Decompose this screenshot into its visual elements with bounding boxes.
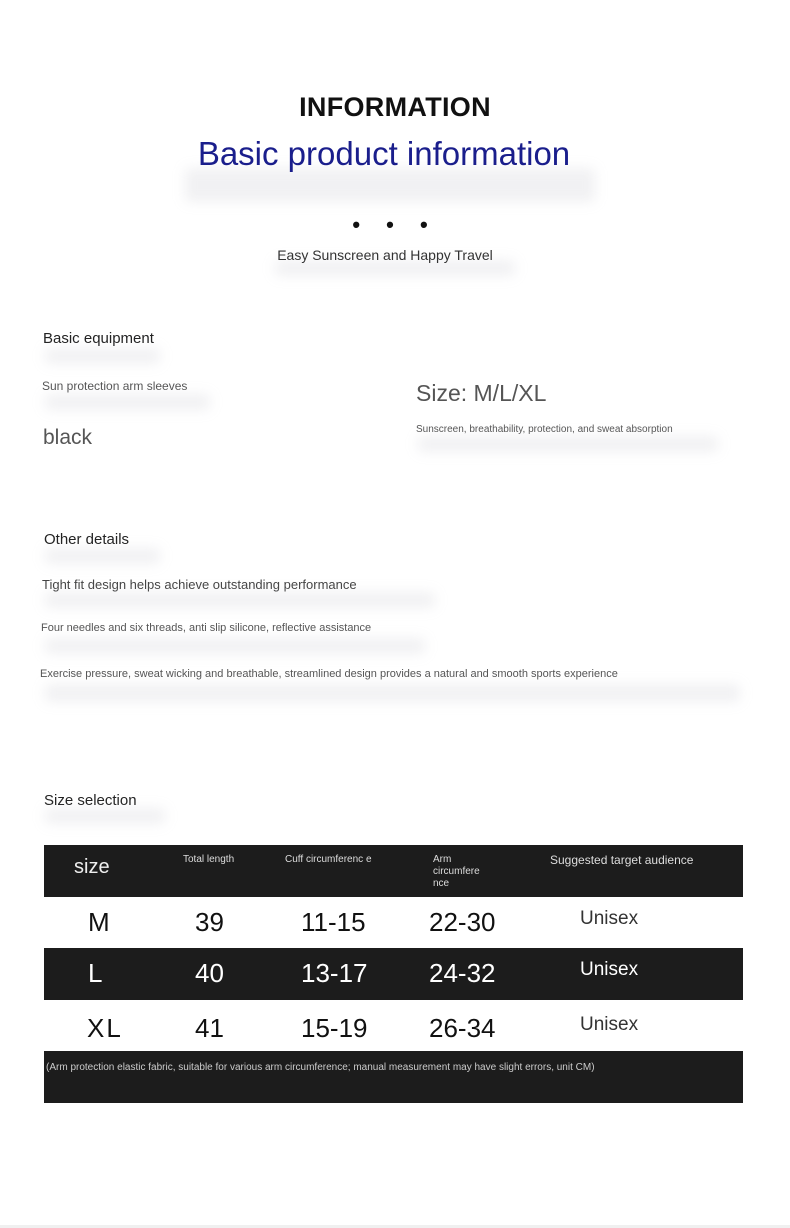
header-audience: Suggested target audience [550,853,694,867]
row-size: M [88,907,110,937]
header-cuff-circumference: Cuff circumferenc e [285,854,372,865]
row-arm: 22-30 [429,907,496,937]
basic-info-title: Basic product information [197,135,571,172]
row-size: L [88,958,103,988]
size-table [44,845,743,1103]
details-heading-reflection [45,548,160,564]
detail-line-1: Tight fit design helps achieve outstanding performance [42,577,357,592]
size-heading-reflection [45,808,165,824]
row-audience: Unisex [580,908,639,929]
table-row [44,1000,743,1051]
row-cuff: 13-17 [301,958,368,988]
product-sizes: Size: M/L/XL [416,380,547,406]
product-name: Sun protection arm sleeves [42,379,188,393]
table-row [44,948,743,1000]
product-reflection [45,394,210,410]
header-arm-circumference: Arm circumfere nce [433,854,480,889]
row-length: 40 [195,958,224,988]
row-length: 39 [195,907,224,937]
detail-line-2-reflection [45,638,425,654]
table-footnote: (Arm protection elastic fabric, suitable for various arm circumference; manual measurement may have slight errors, unit CM) [46,1062,595,1073]
size-reflection [418,436,718,452]
other-details-heading: Other details [44,531,130,548]
basic-equipment-heading: Basic equipment [43,330,154,347]
table-row [44,897,743,948]
row-audience: Unisex [580,1014,639,1035]
subtitle-reflection [185,168,595,202]
detail-line-2: Four needles and six threads, anti slip silicone, reflective assistance [41,622,372,634]
detail-line-1-reflection [45,592,435,608]
row-cuff: 15-19 [301,1013,368,1043]
table-header-row [44,845,743,897]
row-size: XL [87,1013,123,1043]
row-arm: 24-32 [429,958,496,988]
row-length: 41 [195,1013,224,1043]
header-size: size [74,856,110,878]
row-audience: Unisex [580,959,639,980]
detail-line-3: Exercise pressure, sweat wicking and breathable, streamlined design provides a natural and smooth sports experience [40,668,618,680]
basic-heading-reflection [45,348,160,364]
product-color: black [43,426,93,449]
dots-divider: • • • [352,212,438,237]
size-selection-heading: Size selection [44,792,137,809]
info-title: INFORMATION [299,92,491,122]
row-arm: 26-34 [429,1013,496,1043]
header-total-length: Total length [183,854,235,865]
table-footnote-row [44,1051,743,1103]
product-features: Sunscreen, breathability, protection, and sweat absorption [416,424,673,435]
tagline: Easy Sunscreen and Happy Travel [277,247,493,263]
detail-line-3-reflection [45,684,740,702]
row-cuff: 11-15 [301,907,366,937]
